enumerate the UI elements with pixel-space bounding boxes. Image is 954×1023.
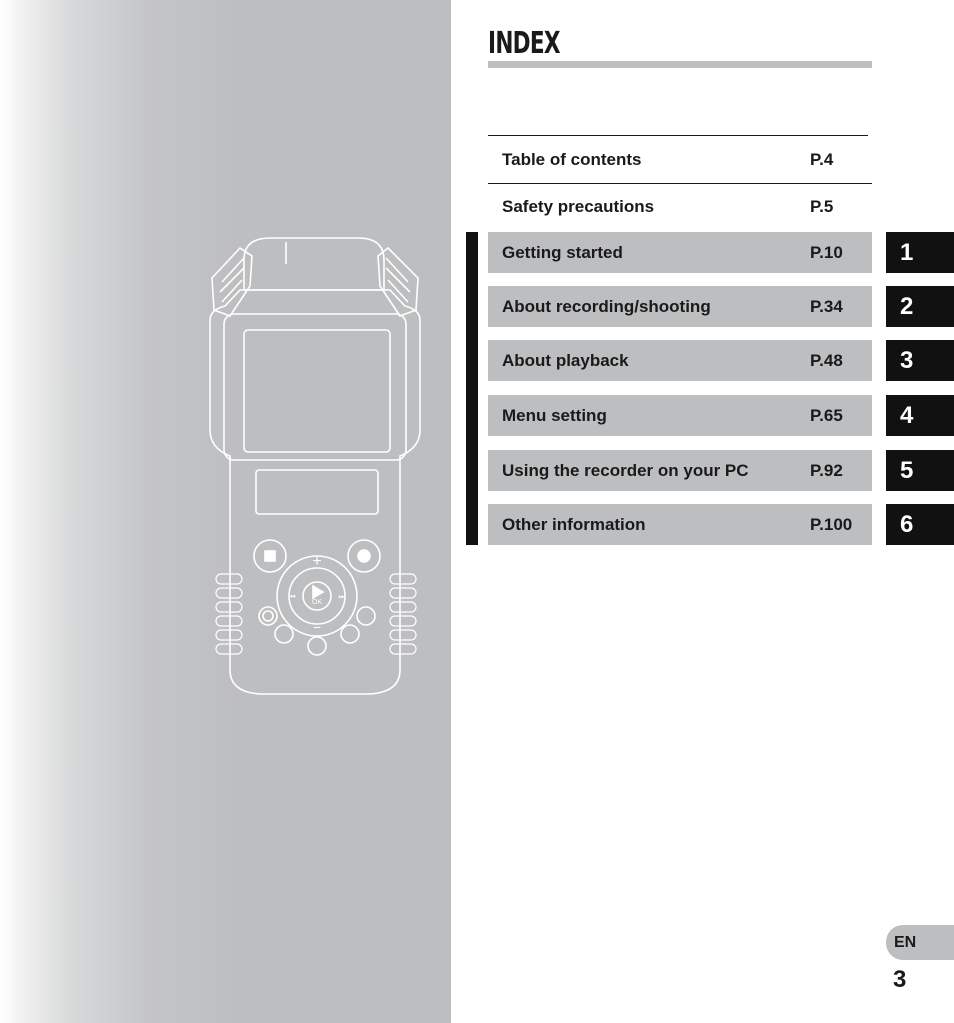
chapter-tab-4[interactable]: 4: [886, 395, 954, 436]
toc-row-using-recorder-on-pc[interactable]: [488, 450, 872, 491]
page-title: INDEX: [488, 26, 560, 61]
minus-label: −: [312, 619, 322, 635]
chapter-section-bar: [466, 232, 478, 545]
chapter-tab-1[interactable]: 1: [886, 232, 954, 273]
page-number: 3: [893, 966, 907, 993]
toc-label: About playback: [502, 350, 629, 370]
recorder-illustration: [200, 230, 432, 700]
toc-page: P.65: [810, 405, 843, 425]
svg-text:⏭: ⏭: [338, 592, 346, 601]
svg-text:⏮: ⏮: [288, 592, 296, 601]
toc-page: P.5: [810, 197, 834, 216]
toc-label: Using the recorder on your PC: [502, 460, 749, 480]
chapter-tab-3[interactable]: 3: [886, 340, 954, 381]
toc-row-getting-started[interactable]: [488, 232, 872, 273]
toc-page: P.92: [810, 460, 843, 480]
language-tab: EN: [886, 925, 954, 960]
toc-page: P.100: [810, 514, 853, 534]
toc-row-other-information[interactable]: [488, 504, 872, 545]
toc-page: P.48: [810, 350, 843, 370]
title-underline: [488, 61, 872, 68]
toc-label: Getting started: [502, 242, 623, 262]
toc-label: About recording/shooting: [502, 296, 711, 316]
toc-page: P.34: [810, 296, 843, 316]
plus-label: +: [312, 553, 322, 570]
toc-page: P.10: [810, 242, 843, 262]
toc-label: Other information: [502, 514, 646, 534]
toc-label: Table of contents: [502, 150, 642, 169]
chapter-tab-5[interactable]: 5: [886, 450, 954, 491]
toc-label: Safety precautions: [502, 197, 655, 216]
toc-row-table-of-contents[interactable]: [488, 137, 872, 183]
toc-row-about-playback[interactable]: [488, 340, 872, 381]
toc-row-about-recording[interactable]: [488, 286, 872, 327]
toc-row-safety-precautions[interactable]: [488, 184, 872, 230]
chapter-tab-2[interactable]: 2: [886, 286, 954, 327]
toc-page: P.4: [810, 150, 834, 169]
toc-label: Menu setting: [502, 405, 607, 425]
toc-row-menu-setting[interactable]: [488, 395, 872, 436]
top-divider: [488, 135, 868, 136]
ok-label: OK: [311, 599, 323, 606]
chapter-tab-6[interactable]: 6: [886, 504, 954, 545]
